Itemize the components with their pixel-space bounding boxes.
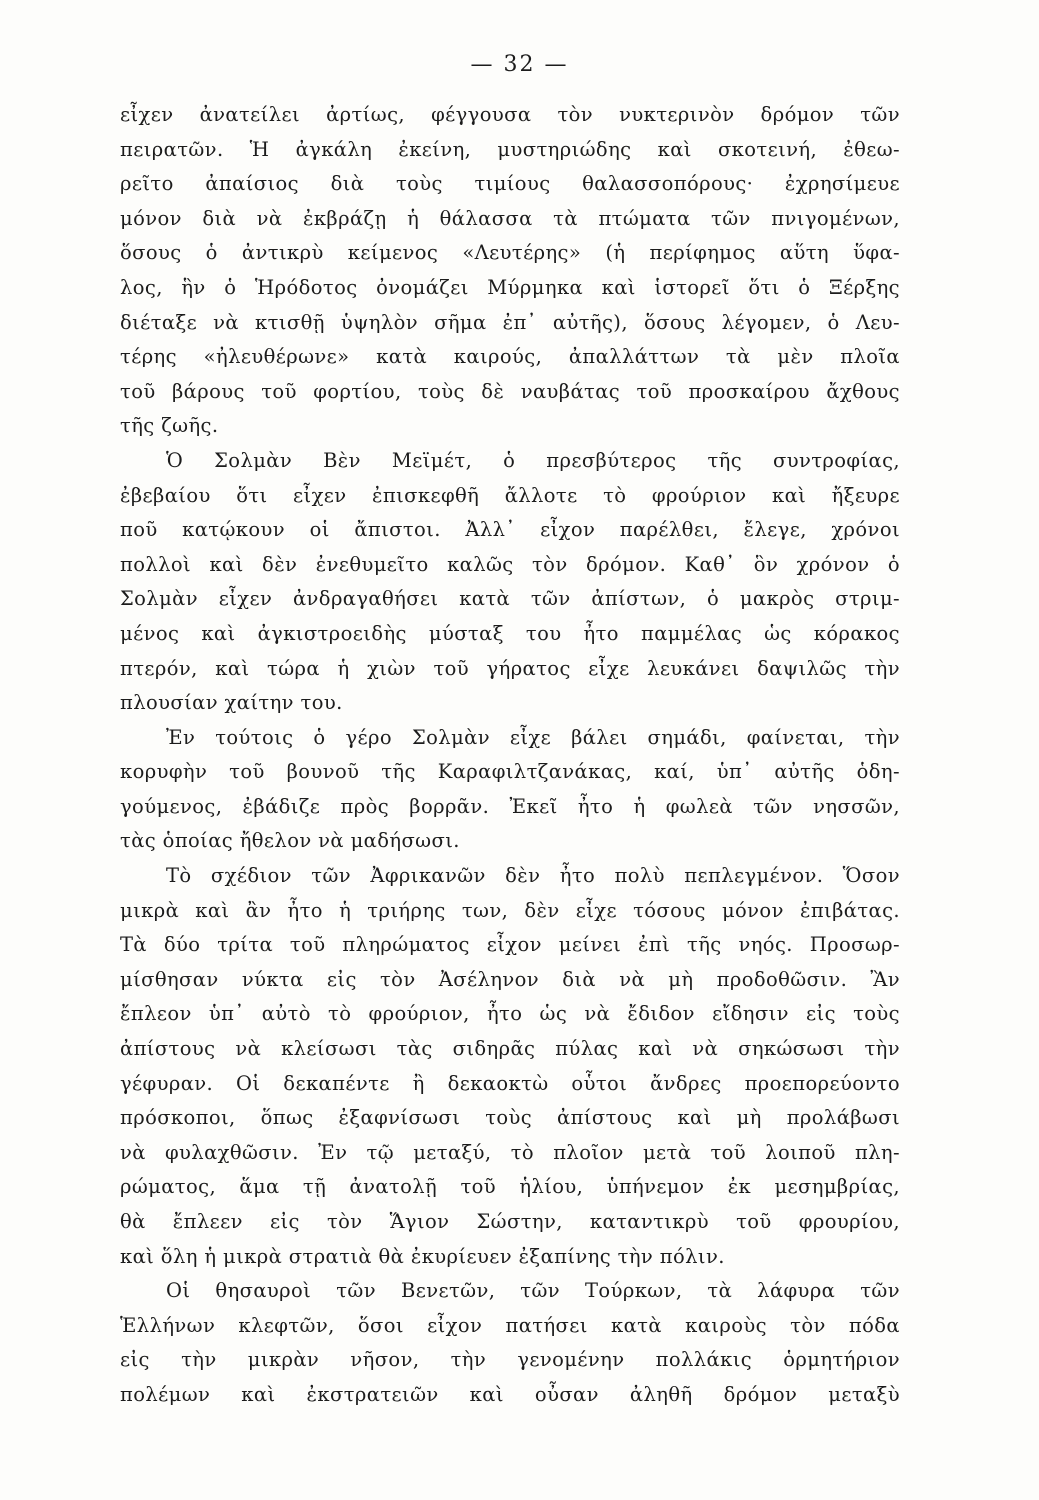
text-line: μένος καὶ ἀγκιστροειδὴς μύσταξ του ἦτο παμμέλας ὡς κόρακος [120,621,900,645]
body-text [120,98,900,1413]
text-line: θὰ ἔπλεεν εἰς τὸν Ἅγιον Σώστην, καταντικρὺ τοῦ φρουρίου, [120,1210,900,1233]
text-line: κορυφὴν τοῦ βουνοῦ τῆς Καραφιλτζανάκας, καί, ὑπ᾽ αὐτῆς ὁδη- [120,760,900,784]
text-line: εἶχεν ἀνατείλει ἀρτίως, φέγγουσα τὸν νυκτερινὸν δρόμον τῶν [120,103,900,126]
text-line: ἀπίστους νὰ κλείσωσι τὰς σιδηρᾶς πύλας καὶ νὰ σηκώσωσι τὴν [120,1037,900,1061]
text-line: τὰς ὁποίας ἤθελον νὰ μαδήσωσι. [120,829,460,853]
text-line: πολέμων καὶ ἐκστρατειῶν καὶ οὖσαν ἀληθῆ δρόμον μεταξὺ [120,1382,900,1406]
text-line: ἔπλεον ὑπ᾽ αὐτὸ τὸ φρούριον, ἦτο ὡς νὰ ἔδιδον εἴδησιν εἰς τοὺς [120,1002,900,1026]
text-line: πειρατῶν. Ἡ ἀγκάλη ἐκείνη, μυστηριώδης καὶ σκοτεινή, ἐθεω- [120,137,900,161]
text-line: λος, ἣν ὁ Ἡρόδοτος ὀνομάζει Μύρμηκα καὶ ἱστορεῖ ὅτι ὁ Ξέρξης [120,275,900,299]
text-line: Ἑλλήνων κλεφτῶν, ὅσοι εἶχον πατήσει κατὰ καιροὺς τὸν πόδα [120,1313,900,1337]
text-line: πρόσκοποι, ὅπως ἐξαφνίσωσι τοὺς ἀπίστους καὶ μὴ προλάβωσι [120,1106,900,1130]
text-line: καὶ ὅλη ἡ μικρὰ στρατιὰ θὰ ἐκυρίευεν ἐξαπίνης τὴν πόλιν. [120,1244,725,1268]
text-line: τῆς ζωῆς. [120,414,219,438]
text-line: πολλοὶ καὶ δὲν ἐνεθυμεῖτο καλῶς τὸν δρόμον. Καθ᾽ ὃν χρόνον ὁ [120,552,900,576]
text-line: Ὁ Σολμὰν Βὲν Μεϊμέτ, ὁ πρεσβύτερος τῆς συντροφίας, [166,448,900,472]
text-line: γέφυραν. Οἱ δεκαπέντε ἢ δεκαοκτὼ οὗτοι ἄνδρες προεπορεύοντο [120,1071,900,1095]
text-line: πτερόν, καὶ τώρα ἡ χιὼν τοῦ γήρατος εἶχε λευκάνει δαψιλῶς τὴν [120,656,900,680]
text-line: Τὰ δύο τρίτα τοῦ πληρώματος εἶχον μείνει ἐπὶ τῆς νηός. Προσωρ- [120,933,900,957]
text-line: διέταξε νὰ κτισθῇ ὑψηλὸν σῆμα ἐπ᾽ αὐτῆς), ὅσους λέγομεν, ὁ Λευ- [120,310,900,334]
text-line: ρώματος, ἅμα τῇ ἀνατολῇ τοῦ ἡλίου, ὑπήνεμον ἐκ μεσημβρίας, [120,1175,900,1199]
text-line: νὰ φυλαχθῶσιν. Ἐν τῷ μεταξύ, τὸ πλοῖον μετὰ τοῦ λοιποῦ πλη- [120,1140,900,1164]
text-line: τοῦ βάρους τοῦ φορτίου, τοὺς δὲ ναυβάτας τοῦ προσκαίρου ἄχθους [120,379,900,403]
text-line: Σολμὰν εἶχεν ἀνδραγαθήσει κατὰ τῶν ἀπίστων, ὁ μακρὸς στριμ- [120,587,900,611]
text-line: εἰς τὴν μικρὰν νῆσον, τὴν γενομένην πολλάκις ὁρμητήριον [120,1348,900,1372]
text-line: Ἐν τούτοις ὁ γέρο Σολμὰν εἶχε βάλει σημάδι, φαίνεται, τὴν [166,725,900,749]
text-line: Τὸ σχέδιον τῶν Ἀφρικανῶν δὲν ἦτο πολὺ πεπλεγμένον. Ὅσον [166,864,900,888]
text-line: ὅσους ὁ ἀντικρὺ κείμενος «Λευτέρης» (ἡ περίφημος αὕτη ὕφα- [120,241,900,265]
text-line: τέρης «ἠλευθέρωνε» κατὰ καιρούς, ἀπαλλάττων τὰ μὲν πλοῖα [120,345,900,369]
text-line: μικρὰ καὶ ἂν ἦτο ἡ τριήρης των, δὲν εἶχε τόσους μόνον ἐπιβάτας. [120,898,900,922]
text-line: γούμενος, ἐβάδιζε πρὸς βορρᾶν. Ἐκεῖ ἦτο ἡ φωλεὰ τῶν νησσῶν, [120,794,900,818]
text-line: μόνον διὰ νὰ ἐκβράζῃ ἡ θάλασσα τὰ πτώματα τῶν πνιγομένων, [120,206,900,230]
text-line: ἐβεβαίου ὅτι εἶχεν ἐπισκεφθῆ ἄλλοτε τὸ φρούριον καὶ ἤξευρε [120,483,900,507]
text-line: ρεῖτο ἀπαίσιος διὰ τοὺς τιμίους θαλασσοπόρους· ἐχρησίμευε [120,172,900,196]
text-line: πλουσίαν χαίτην του. [120,691,343,715]
page-number: — 32 — [470,52,569,77]
text-line: μίσθησαν νύκτα εἰς τὸν Ἀσέληνον διὰ νὰ μὴ προδοθῶσιν. Ἂν [120,967,900,991]
text-line: Οἱ θησαυροὶ τῶν Βενετῶν, τῶν Τούρκων, τὰ λάφυρα τῶν [166,1279,900,1303]
text-line: ποῦ κατῴκουν οἱ ἄπιστοι. Ἀλλ᾽ εἶχον παρέλθει, ἔλεγε, χρόνοι [120,518,900,542]
